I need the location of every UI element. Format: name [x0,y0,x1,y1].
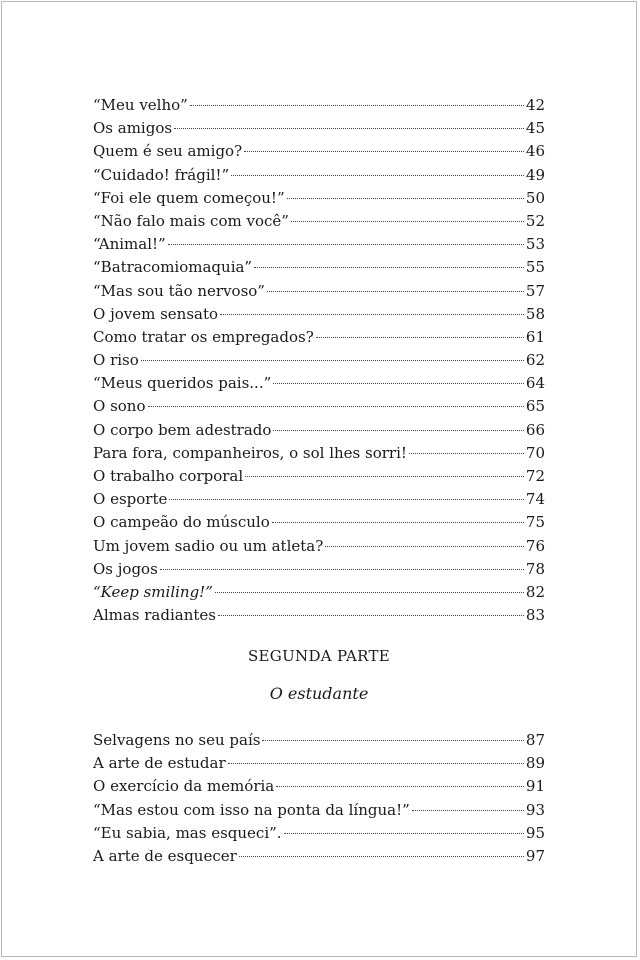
toc-entry [93,140,545,163]
toc-entry-page: 64 [525,374,545,393]
toc-entry-title: “Foi ele quem começou!” [93,188,285,207]
part-subtitle: O estudante [269,684,369,703]
toc-entry-title: O sono [93,397,146,416]
dot-leader [412,810,524,811]
toc-entry-title: “Meu velho” [93,96,188,114]
toc-entry [93,775,545,798]
toc-entry [93,326,545,349]
toc-entry [93,94,545,117]
toc-entry-title: “Keep smiling!” [93,582,213,601]
toc-entry [93,822,545,845]
dot-leader [325,546,524,547]
dot-leader [218,615,524,616]
dot-leader [220,314,524,315]
dot-leader [284,833,524,834]
toc-entry-page: 58 [525,304,545,323]
toc-entry-page: 74 [525,490,545,509]
dot-leader [267,291,524,292]
toc-entry-page: 52 [525,211,545,230]
toc-entry-title: O trabalho corporal [93,467,244,485]
dot-leader [160,569,524,570]
toc-entry-page: 82 [525,582,545,601]
toc-entry-page: 95 [525,823,545,842]
toc-entry-page: 87 [525,731,545,749]
dot-leader [291,221,524,222]
toc-entry-title: Um jovem sadio ou um atleta? [93,536,324,555]
toc-entry-page: 70 [525,443,545,462]
toc-entry-page: 89 [525,754,545,773]
dot-leader [287,198,524,199]
dot-leader [148,406,524,407]
toc-entry-page: 97 [525,846,545,865]
toc-entry [93,233,545,256]
toc-entry-page: 50 [525,188,545,207]
toc-entry [93,280,545,303]
toc-entry-title: Como tratar os empregados? [93,327,314,346]
toc-entry-page: 57 [525,281,545,300]
toc-entry-title: “Não falo mais com você” [93,211,289,230]
toc-list-second [93,729,545,868]
toc-entry [93,535,545,558]
toc-entry [93,349,545,372]
toc-entry-page: 49 [525,165,545,184]
toc-entry-title: “Batracomiomaquia” [93,258,253,277]
dot-leader [228,763,524,764]
dot-leader [244,151,524,152]
toc-entry-page: 72 [525,467,545,485]
toc-entry [93,558,545,581]
dot-leader [273,430,523,431]
dot-leader [409,453,524,454]
toc-entry-page: 46 [525,142,545,161]
toc-entry [93,845,545,868]
toc-list-first [93,94,545,627]
toc-entry [93,187,545,210]
toc-entry-title: O jovem sensato [93,304,219,323]
dot-leader [231,175,524,176]
dot-leader [141,360,524,361]
toc-entry-title: “Cuidado! frágil!” [93,165,230,184]
toc-entry-title: Os jogos [93,559,158,578]
dot-leader [239,856,524,857]
toc-entry [93,117,545,140]
toc-entry-title: Quem é seu amigo? [93,142,243,161]
toc-entry-page: 91 [525,777,545,796]
toc-entry-page: 42 [525,96,545,114]
toc-entry-title: O esporte [93,490,168,509]
toc-entry [93,488,545,511]
toc-entry-title: “Mas sou tão nervoso” [93,281,265,300]
toc-entry [93,372,545,395]
toc-entry-title: O riso [93,351,139,370]
toc-entry [93,752,545,775]
toc-entry-title: Os amigos [93,119,173,138]
part-heading: SEGUNDA PARTE [247,647,391,665]
toc-entry [93,419,545,442]
toc-entry-page: 62 [525,351,545,370]
toc-entry-title: “Eu sabia, mas esqueci”. [93,823,282,842]
dot-leader [174,128,524,129]
toc-entry [93,581,545,604]
toc-entry-title: “Mas estou com isso na ponta da língua!” [93,800,410,819]
dot-leader [245,476,524,477]
toc-entry-page: 45 [525,119,545,138]
dot-leader [169,499,524,500]
toc-entry-page: 66 [525,420,545,439]
toc-entry-title: Para fora, companheiros, o sol lhes sorri! [93,443,407,462]
toc-entry [93,256,545,279]
toc-entry-title: Selvagens no seu país [93,731,261,749]
toc-entry [93,465,545,488]
dot-leader [254,267,524,268]
dot-leader [273,383,524,384]
toc-entry-page: 65 [525,397,545,416]
dot-leader [262,740,523,741]
toc-entry-page: 76 [525,536,545,555]
dot-leader [272,522,524,523]
toc-entry-page: 83 [525,606,545,625]
toc-entry-title: A arte de estudar [93,754,226,773]
toc-entry-title: A arte de esquecer [93,846,237,865]
toc-entry [93,395,545,418]
dot-leader [276,786,524,787]
dot-leader [215,592,524,593]
toc-entry-title: “Meus queridos pais...” [93,374,272,393]
dot-leader [168,244,524,245]
toc-entry-title: O exercício da memória [93,777,275,796]
toc-entry-page: 93 [525,800,545,819]
toc-entry [93,164,545,187]
toc-entry-title: O corpo bem adestrado [93,420,272,439]
toc-entry [93,729,545,752]
toc-entry-page: 75 [525,513,545,532]
toc-entry-page: 53 [525,235,545,254]
toc-entry [93,210,545,233]
dot-leader [190,105,524,106]
dot-leader [316,337,524,338]
toc-entry [93,604,545,627]
toc-entry-page: 55 [525,258,545,277]
toc-entry-title: O campeão do músculo [93,513,270,532]
toc-entry [93,442,545,465]
toc-entry-page: 78 [525,559,545,578]
toc-entry [93,303,545,326]
toc-entry-title: “Animal!” [93,235,166,254]
toc-entry [93,511,545,534]
toc-entry-page: 61 [525,327,545,346]
toc-entry [93,799,545,822]
toc-entry-title: Almas radiantes [93,606,216,625]
